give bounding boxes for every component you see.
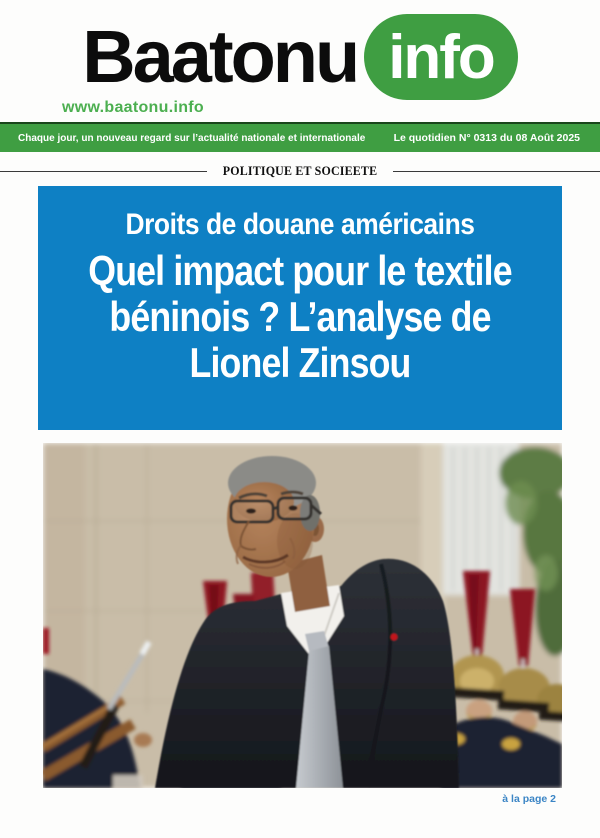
headline-line-3: Lionel Zinsou <box>189 339 411 387</box>
page-reference: à la page 2 <box>502 793 556 805</box>
rule-right <box>393 171 600 172</box>
article-photo <box>43 443 562 788</box>
website-link[interactable]: www.baatonu.info <box>62 99 204 116</box>
section-label: POLITIQUE ET SOCIEETE <box>222 163 378 178</box>
headline-box <box>38 186 562 430</box>
top-green-bar <box>0 122 600 152</box>
headline-kicker: Droits de douane américains <box>125 208 475 241</box>
tagline: Chaque jour, un nouveau regard sur l’actualité nationale et internationale <box>18 132 366 144</box>
headline-line-2: béninois ? L’analyse de <box>109 293 491 341</box>
headline-line-1: Quel impact pour le textile <box>88 247 512 294</box>
brand-wordmark: Baatonu <box>82 15 358 98</box>
logo <box>0 14 600 100</box>
edition-number: Le quotidien N° 0313 du 08 Août 2025 <box>393 132 580 144</box>
masthead <box>0 0 600 122</box>
section-header <box>0 163 600 179</box>
brand-info-badge: info <box>364 14 518 100</box>
rule-left <box>0 171 207 172</box>
